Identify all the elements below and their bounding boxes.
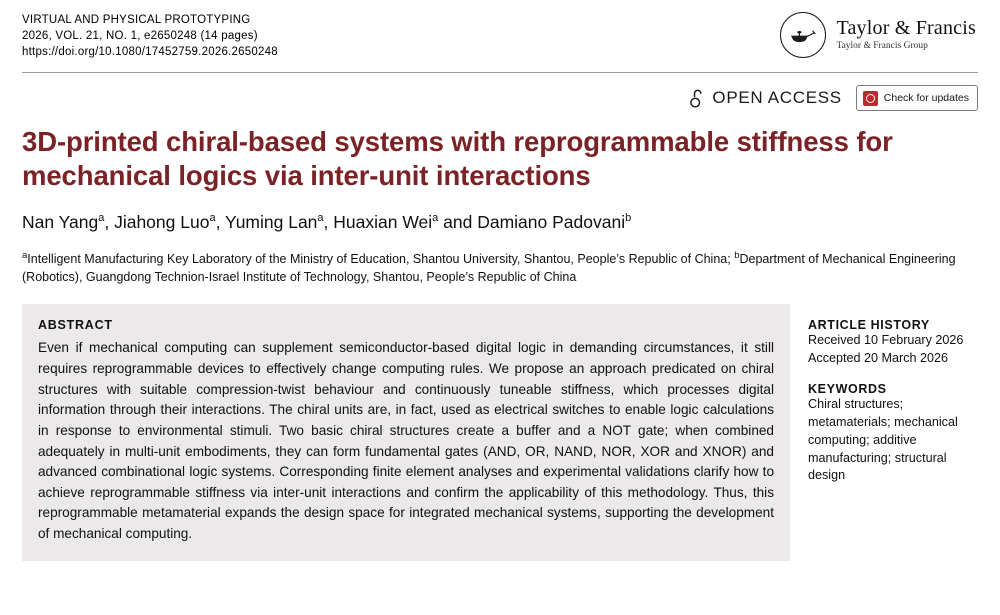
journal-doi-link[interactable]: https://doi.org/10.1080/17452759.2026.2650248: [22, 46, 278, 58]
accepted-date: Accepted 20 March 2026: [808, 351, 949, 366]
check-for-updates-label: Check for updates: [883, 92, 969, 104]
metadata-spacer: [808, 368, 980, 382]
publisher-name: Taylor & Francis: [836, 17, 976, 40]
abstract-heading: ABSTRACT: [38, 318, 113, 333]
oil-lamp-icon: [790, 28, 816, 44]
keywords-text: Chiral structures; metamaterials; mechanical computing; additive manufacturing; structural design: [808, 396, 958, 483]
open-access-badge: [690, 88, 841, 108]
taylor-francis-lamp-icon: [780, 12, 826, 58]
access-row: [0, 73, 1000, 111]
journal-info: [22, 12, 278, 60]
article-metadata-column: [790, 304, 980, 561]
check-for-updates-button[interactable]: [856, 85, 978, 111]
journal-issue-line: 2026, VOL. 21, NO. 1, e2650248 (14 pages): [22, 30, 258, 42]
abstract-section: [22, 304, 978, 561]
keywords-heading: KEYWORDS: [808, 381, 887, 396]
crossmark-icon: [863, 91, 878, 106]
received-date: Received 10 February 2026: [808, 333, 964, 348]
publisher-text: [836, 18, 976, 52]
publisher-logo-block: [780, 12, 978, 58]
affiliation-list: $^a$Intelligent Manufacturing Key Laboratory of the Ministry of Education, Shantou University, Shantou, People’s Republic of China; $^b$Department of Mechanical Engineering (Robotics), Guangdong Technion-Israel Institute of Technology, Shantou, People’s Republic of China: [22, 249, 956, 285]
journal-title: VIRTUAL AND PHYSICAL PROTOTYPING: [22, 14, 251, 26]
abstract-text: Even if mechanical computing can supplement semiconductor-based digital logic in demanding circumstances, it still requires reprogrammable devices to effectively change computing rules. We propose an approach predicated on chiral structures with suitable compression-twist behaviour and continuously tuneable stiffness, which processes digital information through their interactions. The chiral units are, in fact, used as electrical switches to enable logic calculations in response to environmental stimuli. Two basic chiral structures create a buffer and a NOT gate; when combined adequately in multi-unit embodiments, they can form fundamental gates (AND, OR, NAND, NOR, XOR and XNOR) and advanced combinational logic systems. Corresponding finite element analyses and experimental validations clarify how to achieve reprogrammable stiffness via inter-unit interactions and confirm the applicability of this methodology. Thus, this reprogrammable metamaterial expands the design space for integrated mechanical systems, supporting the development of mechanical computing.: [38, 340, 774, 542]
publisher-group: Taylor & Francis Group: [836, 41, 928, 52]
article-history-heading: ARTICLE HISTORY: [808, 318, 930, 333]
page-header: [0, 0, 1000, 66]
open-lock-icon: [690, 88, 705, 108]
open-access-label: OPEN ACCESS: [712, 88, 842, 107]
author-list: Nan Yang$^a$, Jiahong Luo$^a$, Yuming Lan$^a$, Huaxian Wei$^a$ and Damiano Padovani$^b$: [22, 212, 632, 233]
abstract-box: [22, 304, 790, 561]
page-title: 3D-printed chiral-based systems with reprogrammable stiffness for mechanical logics via inter-unit interactions: [22, 126, 893, 192]
